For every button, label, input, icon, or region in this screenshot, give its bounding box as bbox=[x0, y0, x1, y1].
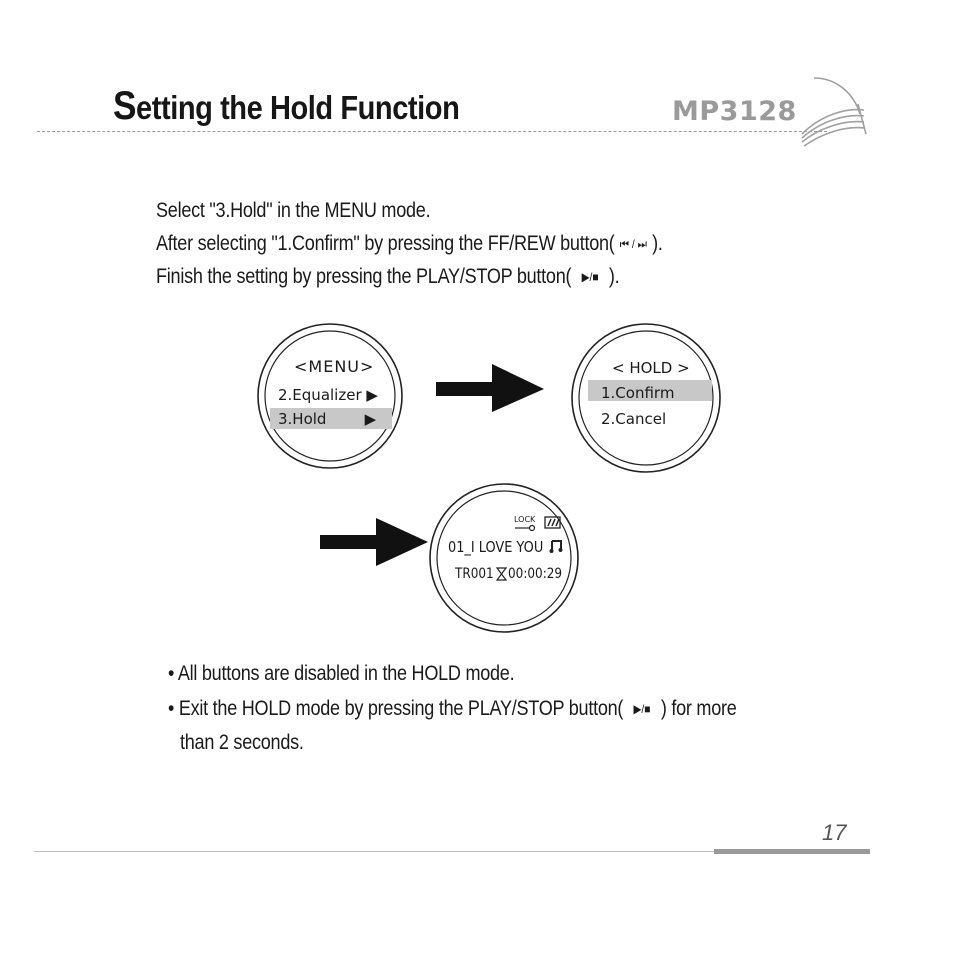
lock-label: LOCK bbox=[514, 515, 536, 524]
track-title: 01_I LOVE YOU bbox=[448, 538, 544, 556]
instruction-line-1: Select "3.Hold" in the MENU mode. bbox=[156, 199, 431, 222]
page-title: Setting the Hold Function bbox=[113, 84, 460, 128]
page-number: 17 bbox=[822, 820, 847, 845]
model-name: MP3128 bbox=[672, 96, 797, 127]
play-time: 00:00:29 bbox=[508, 566, 563, 582]
note-bullet-1: • All buttons are disabled in the HOLD mode. bbox=[168, 662, 515, 685]
battery-icon bbox=[544, 516, 562, 529]
instruction-line-3: Finish the setting by pressing the PLAY/STOP button( ▶/■ ). bbox=[156, 265, 620, 288]
play-stop-icon: ▶/■ bbox=[581, 270, 599, 285]
track-number: TR001 bbox=[455, 566, 494, 582]
playing-screen-display bbox=[428, 482, 580, 634]
note-bullet-2-continued: than 2 seconds. bbox=[180, 731, 304, 754]
arrow-right-icon bbox=[320, 518, 432, 568]
arrow-right-icon bbox=[436, 364, 548, 414]
play-stop-icon: ▶/■ bbox=[633, 702, 651, 717]
music-note-icon bbox=[549, 539, 563, 553]
hold-item-cancel: 2.Cancel bbox=[601, 410, 667, 428]
hold-item-confirm: 1.Confirm bbox=[601, 384, 675, 402]
menu-screen-title: <MENU> bbox=[294, 357, 375, 376]
menu-item-equalizer: 2.Equalizer ▶ bbox=[278, 386, 378, 404]
menu-item-hold: 3.Hold ▶ bbox=[278, 410, 377, 428]
footer-accent-bar bbox=[714, 849, 870, 854]
page-logo-icon bbox=[792, 74, 868, 150]
header-divider bbox=[37, 131, 827, 132]
instruction-line-2: After selecting "1.Confirm" by pressing the FF/REW button( ⏮ / ⏭ ). bbox=[156, 232, 663, 255]
hourglass-icon bbox=[496, 567, 507, 581]
key-icon bbox=[514, 524, 536, 532]
footer-divider bbox=[34, 851, 714, 852]
hold-screen-title: < HOLD > bbox=[612, 359, 690, 377]
ff-rew-icon: ⏮ / ⏭ bbox=[619, 236, 647, 251]
note-bullet-2: • Exit the HOLD mode by pressing the PLAY/STOP button( ▶/■ ) for more bbox=[168, 697, 737, 720]
